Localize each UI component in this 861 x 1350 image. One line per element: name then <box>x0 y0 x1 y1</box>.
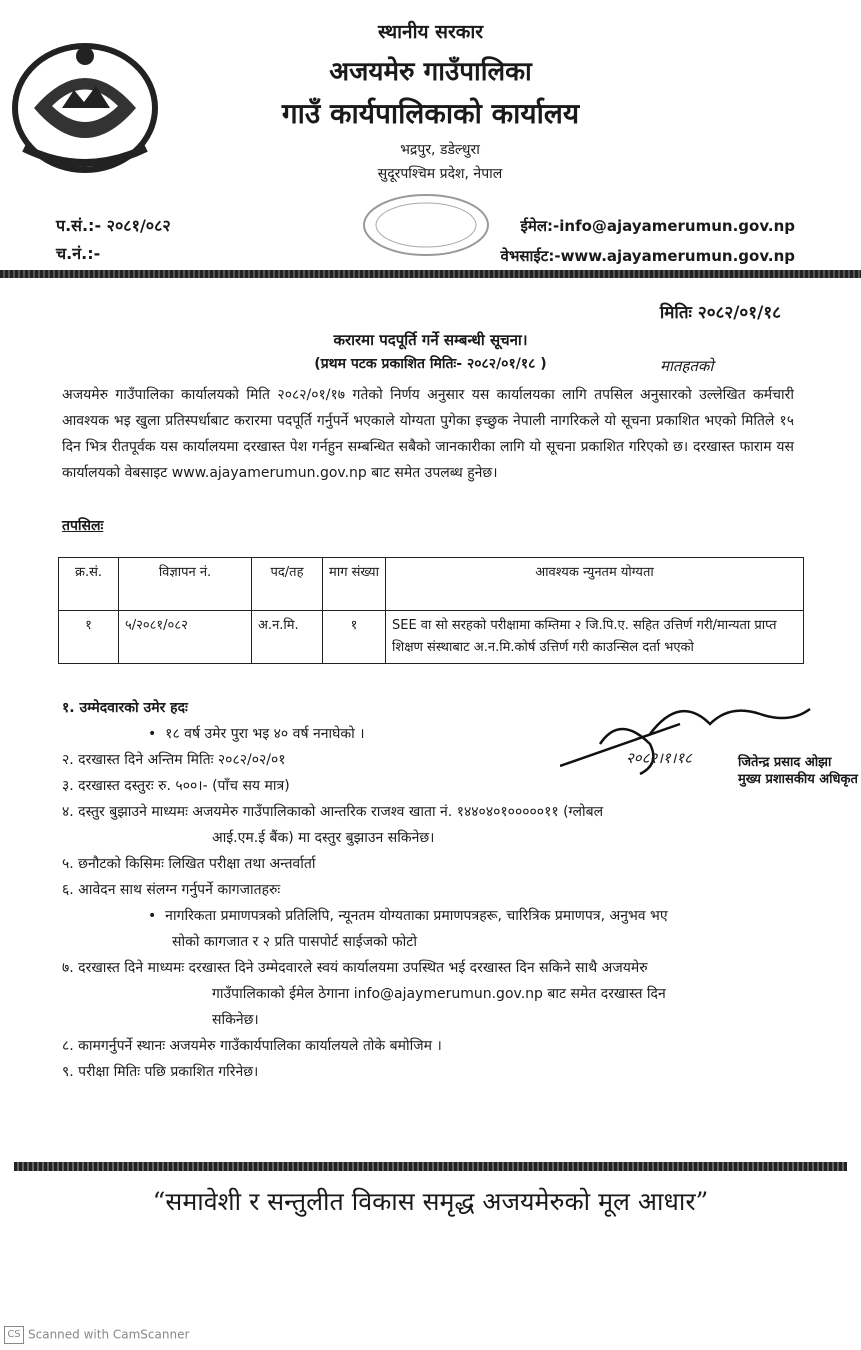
signature-date: २०८२।१।१८ <box>626 749 692 767</box>
notice-date: मितिः २०८२/०१/१८ <box>659 303 781 323</box>
list-item: १. उम्मेदवारको उमेर हदः <box>62 700 188 716</box>
signatory-designation: मुख्य प्रशासकीय अधिकृत <box>738 772 858 787</box>
list-item-cont: आई.एम.ई बैंक) मा दस्तुर बुझाउन सकिनेछ। <box>212 830 435 846</box>
bullet-text: नागरिकता प्रमाणपत्रको प्रतिलिपि, न्यूनतम योग्यताका प्रमाणपत्रहरू, चारित्रिक प्रमाणपत्र, अनुभव भए <box>165 908 668 924</box>
list-item: ८. कामगर्नुपर्ने स्थानः अजयमेरु गाउँकार्यपालिका कार्यालयले तोके बमोजिम । <box>62 1038 442 1054</box>
footer-motto: “समावेशी र सन्तुलीत विकास समृद्ध अजयमेरुको मूल आधार” <box>152 1187 709 1216</box>
table-header-row <box>59 558 804 611</box>
bullet-text: १८ वर्ष उमेर पुरा भइ ४० वर्ष ननाघेको । <box>165 726 365 742</box>
website-line: वेभसाईट:-www.ajayamerumun.gov.np <box>500 247 795 265</box>
table-cell: SEE वा सो सरहको परीक्षामा कम्तिमा २ जि.पि.ए. सहित उत्तिर्ण गरी/मान्यता प्राप्त शिक्षण संस्थाबाट अ.न.मि.कोर्ष उत्तिर्ण गरी काउन्सिल दर्ता भएको <box>386 611 804 664</box>
table-row <box>59 611 804 664</box>
handwritten-note: मातहतको <box>660 357 714 375</box>
vacancy-table <box>58 557 804 664</box>
header-local-gov: स्थानीय सरकार <box>377 21 484 43</box>
list-item: ९. परीक्षा मितिः पछि प्रकाशित गरिनेछ। <box>62 1064 259 1080</box>
camscanner-watermark <box>4 1326 189 1344</box>
list-item: २. दरखास्त दिने अन्तिम मितिः २०८२/०२/०१ <box>62 752 286 768</box>
header-municipality: अजयमेरु गाउँपालिका <box>329 57 532 87</box>
footer-divider <box>14 1162 847 1171</box>
office-stamp-icon <box>356 190 496 260</box>
header-address: भद्रपुर, डडेल्धुरा <box>400 142 480 158</box>
col-header: पद/तह <box>252 558 323 611</box>
list-item-cont: सोको कागजात र २ प्रति पासपोर्ट साईजको फोटो <box>172 934 417 950</box>
col-header: माग संख्या <box>323 558 386 611</box>
list-bullet: • नागरिकता प्रमाणपत्रको प्रतिलिपि, न्यूनतम योग्यताका प्रमाणपत्रहरू, चारित्रिक प्रमाणपत्र, अनुभव भए <box>148 908 668 924</box>
table-cell: १ <box>59 611 119 664</box>
patra-sankhya: प.सं.:- २०८१/०८२ <box>56 216 171 235</box>
camscanner-text: Scanned with CamScanner <box>28 1327 190 1342</box>
notice-body: अजयमेरु गाउँपालिका कार्यालयको मिति २०८२/०१/१७ गतेको निर्णय अनुसार यस कार्यालयका लागि तपसिल अनुसारको उल्लेखित कर्मचारी आवश्यक भइ खुला प्रतिस्पर्धाबाट करारमा पदपूर्ति गर्नुपर्ने भएकाले योग्यता पुगेका इच्छुक नेपाली नागरिकले यो सूचना प्रकाशित भएको मितिले १५ दिन भित्र रीतपूर्वक यस कार्यालयमा दरखास्त पेश गर्नहुन सम्बन्धित सबैको जानकारीका लागि यो सूचना प्रकाशित गरिएको छ। दरखास्त फाराम यस कार्यालयको वेबसाइट www.ajayamerumun.gov.np बाट समेत उपलब्ध हुनेछ। <box>62 387 794 481</box>
tapasil-heading: तपसिलः <box>62 518 104 534</box>
col-header: क्र.सं. <box>59 558 119 611</box>
signatory <box>738 754 858 788</box>
col-header: विज्ञापन नं. <box>119 558 252 611</box>
list-item-cont: सकिनेछ। <box>212 1012 259 1028</box>
signatory-name: जितेन्द्र प्रसाद ओझा <box>738 755 832 770</box>
list-item-cont: गाउँपालिकाको ईमेल ठेगाना info@ajaymerumun.gov.np बाट समेत दरखास्त दिन <box>212 986 666 1002</box>
camscanner-icon: CS <box>4 1326 24 1344</box>
list-item: ५. छनौटको किसिमः लिखित परीक्षा तथा अन्तर्वार्ता <box>62 856 316 872</box>
header-divider <box>0 270 861 278</box>
table-cell: अ.न.मि. <box>252 611 323 664</box>
col-header: आवश्यक न्युनतम योग्यता <box>386 558 804 611</box>
list-item: ७. दरखास्त दिने माध्यमः दरखास्त दिने उम्मेदवारले स्वयं कार्यालयमा उपस्थित भई दरखास्त दिन सकिने साथै अजयमेरु <box>62 960 648 976</box>
list-item: ६. आवेदन साथ संलग्न गर्नुपर्ने कागजातहरुः <box>62 882 281 898</box>
email-line: ईमेल:-info@ajayamerumun.gov.np <box>520 217 795 235</box>
header-province: सुदूरपश्चिम प्रदेश, नेपाल <box>377 166 503 182</box>
notice-title: करारमा पदपूर्ति गर्ने सम्बन्धी सूचना। <box>333 331 528 349</box>
list-item: ३. दरखास्त दस्तुरः रु. ५००।- (पाँच सय मात्र) <box>62 778 290 794</box>
notice-subtitle: (प्रथम पटक प्रकाशित मितिः- २०८२/०१/१८ ) <box>314 356 547 372</box>
nepal-emblem-icon <box>4 28 166 178</box>
list-bullet: • १८ वर्ष उमेर पुरा भइ ४० वर्ष ननाघेको । <box>148 726 365 742</box>
header-office: गाउँ कार्यपालिकाको कार्यालय <box>281 97 580 130</box>
list-item: ४. दस्तुर बुझाउने माध्यमः अजयमेरु गाउँपालिकाको आन्तरिक राजश्व खाता नं. १४४०४०१०००००११ (ग्लोबल <box>62 804 604 820</box>
chalani-number: च.नं.:- <box>56 244 101 263</box>
table-cell: १ <box>323 611 386 664</box>
table-cell: ५/२०८१/०८२ <box>119 611 252 664</box>
